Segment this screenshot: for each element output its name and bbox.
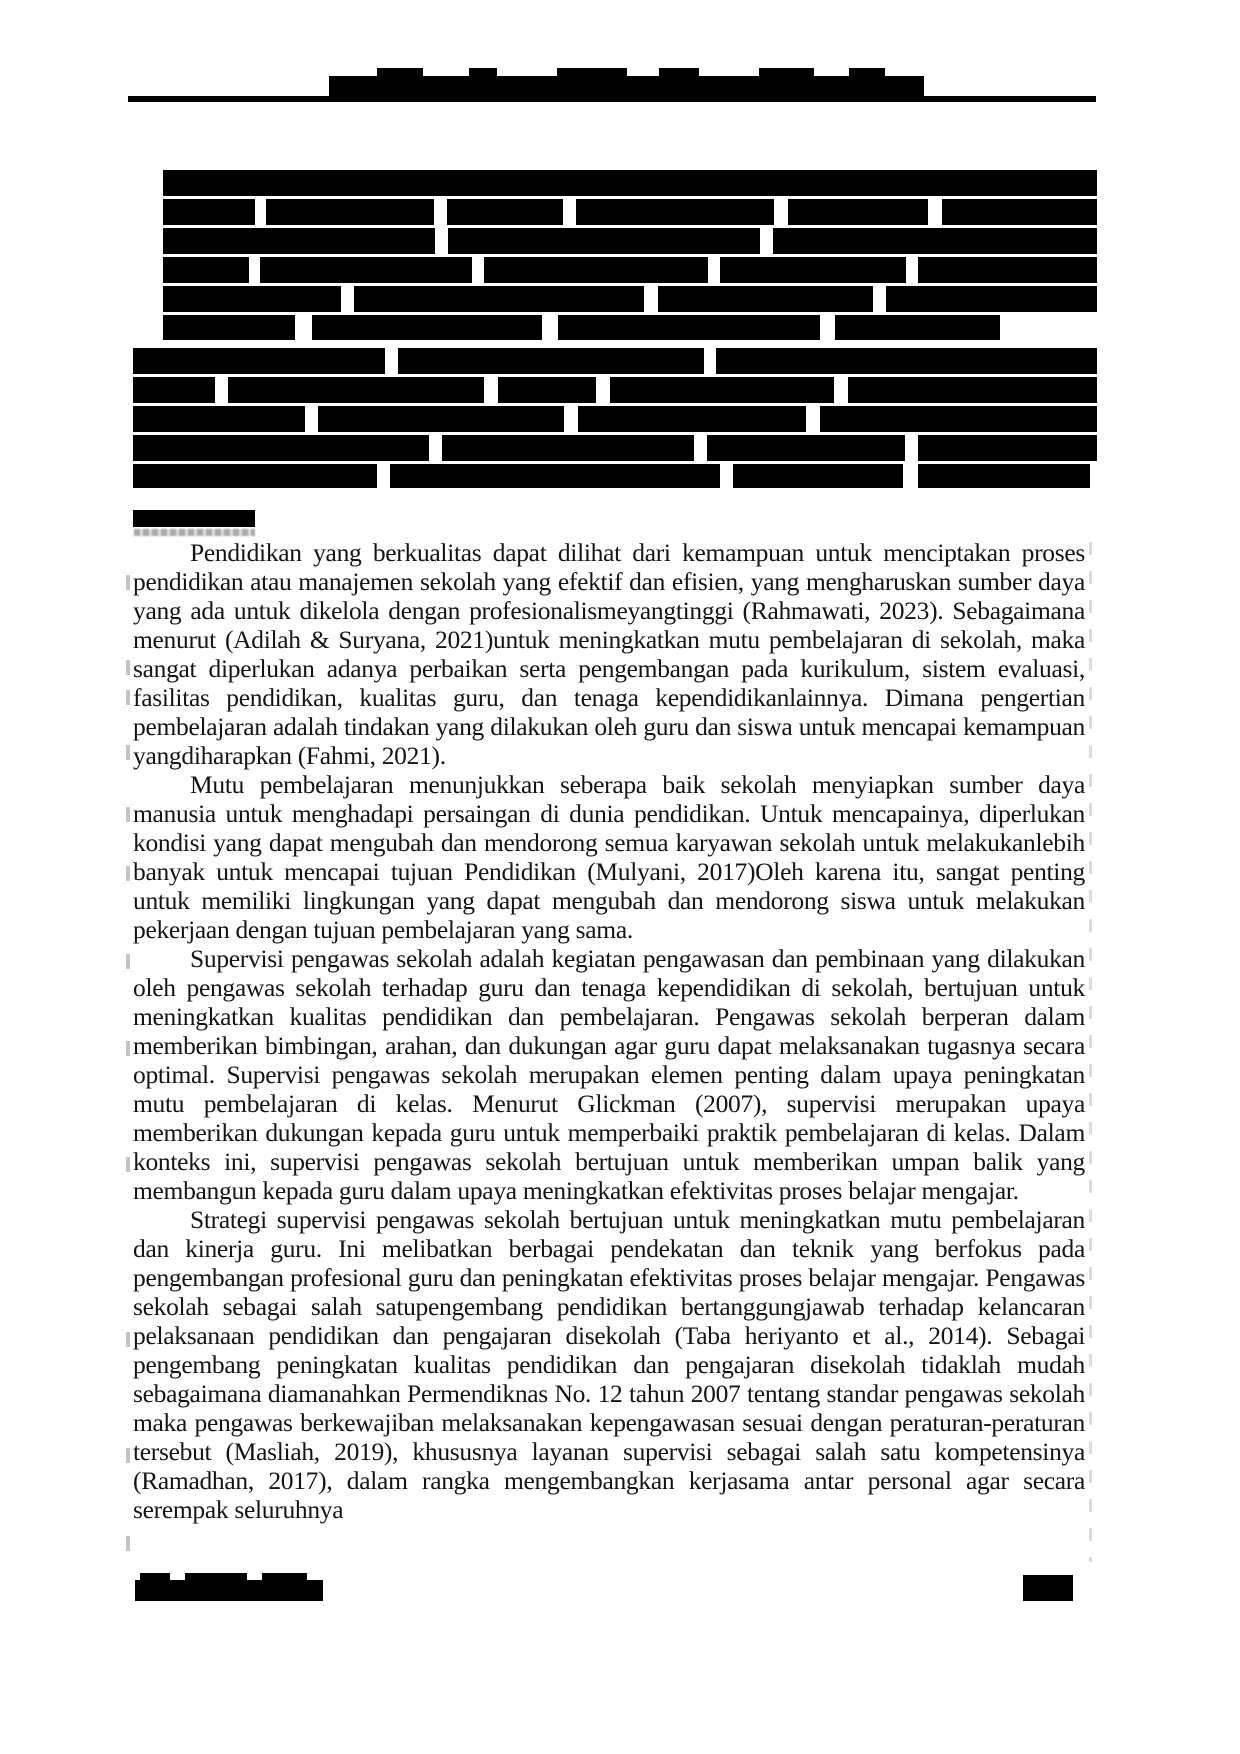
redacted-line xyxy=(163,286,341,312)
redacted-line xyxy=(266,199,434,225)
redacted-line xyxy=(442,435,694,461)
redaction-bump xyxy=(185,1573,247,1581)
article-body xyxy=(133,538,1085,1524)
redacted-line xyxy=(390,464,720,488)
redacted-line xyxy=(848,377,1097,403)
redacted-line xyxy=(484,257,708,283)
redacted-line xyxy=(788,199,928,225)
section-heading-ghost-text xyxy=(134,529,255,536)
journal-header-redacted xyxy=(329,76,924,97)
scan-tick xyxy=(126,1332,130,1347)
scan-tick xyxy=(126,745,130,760)
scan-tick xyxy=(126,807,130,822)
redacted-line xyxy=(228,377,484,403)
paragraph-introduction-3: Supervisi pengawas sekolah adalah kegiatan pengawasan dan pembinaan yang dilakukan oleh pengawas sekolah terhadap guru dan tenaga kependidikan di sekolah, bertujuan untuk meningkatkan kualitas pendidikan dan pembelajaran. Pengawas sekolah berperan dalam memberikan bimbingan, arahan, dan dukungan agar guru dapat melaksanakan tugasnya secara optimal. Supervisi pengawas sekolah merupakan elemen penting dalam upaya peningkatan mutu pembelajaran di kelas. Menurut Glickman (2007), supervisi merupakan upaya memberikan dukungan kepada guru untuk memperbaiki praktik pembelajaran di kelas. Dalam konteks ini, supervisi pengawas sekolah bertujuan untuk memberikan umpan balik yang membangun kepada guru dalam upaya meningkatkan efektivitas proses belajar mengajar. xyxy=(133,944,1085,1205)
redaction-bump xyxy=(377,68,423,77)
scan-tick xyxy=(126,1157,130,1172)
redacted-line xyxy=(578,406,806,432)
redacted-line xyxy=(312,315,542,340)
redacted-line xyxy=(163,170,1097,196)
redacted-line xyxy=(318,406,564,432)
redacted-line xyxy=(720,257,906,283)
redacted-line xyxy=(260,257,472,283)
footer-journal-name-redacted xyxy=(135,1580,323,1601)
page-number-redacted xyxy=(1023,1575,1073,1601)
redaction-bump xyxy=(659,68,699,77)
redacted-line xyxy=(163,228,435,254)
redacted-line xyxy=(354,286,644,312)
paragraph-introduction-2: Mutu pembelajaran menunjukkan seberapa baik sekolah menyiapkan sumber daya manusia untuk menghadapi persaingan di dunia pendidikan. Untuk mencapainya, diperlukan kondisi yang dapat mengubah dan mendorong semua karyawan sekolah untuk melakukanlebih banyak untuk mencapai tujuan Pendidikan (Mulyani, 2017)Oleh karena itu, sangat penting untuk memiliki lingkungan yang dapat mengubah dan mendorong siswa untuk melakukan pekerjaan dengan tujuan pembelajaran yang sama. xyxy=(133,770,1085,944)
redaction-bump xyxy=(849,68,885,77)
redaction-bump xyxy=(262,1573,307,1581)
scan-tick xyxy=(126,954,130,969)
redacted-line xyxy=(498,377,596,403)
redacted-line xyxy=(886,286,1097,312)
redaction-bump xyxy=(759,68,814,77)
redacted-line xyxy=(163,315,295,340)
scan-tick xyxy=(126,1041,130,1056)
redacted-line xyxy=(610,377,834,403)
redacted-line xyxy=(447,199,563,225)
redacted-line xyxy=(733,464,903,488)
redaction-bump xyxy=(557,68,627,77)
redacted-line xyxy=(133,435,429,461)
redacted-line xyxy=(163,199,255,225)
redacted-line xyxy=(576,199,774,225)
redaction-bump xyxy=(140,1573,170,1581)
redacted-line xyxy=(716,348,1097,374)
scan-tick xyxy=(126,1536,130,1551)
redacted-line xyxy=(942,199,1097,225)
paragraph-introduction-1: Pendidikan yang berkualitas dapat dilihat dari kemampuan untuk menciptakan proses pendidikan atau manajemen sekolah yang efektif dan efisien, yang mengharuskan sumber daya yang ada untuk dikelola dengan profesionalismeyangtinggi (Rahmawati, 2023). Sebagaimana menurut (Adilah & Suryana, 2021)untuk meningkatkan mutu pembelajaran di sekolah, maka sangat diperlukan adanya perbaikan serta pengembangan pada kurikulum, sistem evaluasi, fasilitas pendidikan, kualitas guru, dan tenaga kependidikanlainnya. Dimana pengertian pembelajaran adalah tindakan yang dilakukan oleh guru dan siswa untuk mencapai kemampuan yangdiharapkan (Fahmi, 2021). xyxy=(133,538,1085,770)
header-rule xyxy=(128,96,1096,102)
redacted-line xyxy=(773,228,1097,254)
paragraph-introduction-4: Strategi supervisi pengawas sekolah bertujuan untuk meningkatkan mutu pembelajaran dan kinerja guru. Ini melibatkan berbagai pendekatan dan teknik yang berfokus pada pengembangan profesional guru dan peningkatan efektivitas proses belajar mengajar. Pengawas sekolah sebagai salah satupengembang pendidikan bertanggungjawab terhadap kelancaran pelaksanaan pendidikan dan pengajaran disekolah (Taba heriyanto et al., 2014). Sebagai pengembang peningkatan kualitas pendidikan dan pengajaran disekolah tidaklah mudah sebagaimana diamanahkan Permendiknas No. 12 tahun 2007 tentang standar pengawas sekolah maka pengawas berkewajiban melaksanakan kepengawasan sesuai dengan peraturan-peraturan tersebut (Masliah, 2019), khususnya layanan supervisi sebagai salah satu kompetensinya (Ramadhan, 2017), dalam rangka mengembangkan kerjasama antar personal agar secara serempak seluruhnya xyxy=(133,1205,1085,1524)
scan-tick xyxy=(126,660,130,675)
scan-tick xyxy=(126,866,130,881)
scan-tick xyxy=(126,690,130,705)
redacted-line xyxy=(558,315,820,340)
section-heading-redacted xyxy=(133,510,255,527)
redacted-line xyxy=(398,348,704,374)
redacted-line xyxy=(163,257,249,283)
redacted-line xyxy=(133,406,305,432)
scan-tick xyxy=(126,575,130,590)
redacted-line xyxy=(133,377,215,403)
scan-artifact-right-margin xyxy=(1089,542,1092,1562)
redacted-line xyxy=(133,464,377,488)
redacted-line xyxy=(820,406,1097,432)
redacted-line xyxy=(918,464,1090,488)
redacted-line xyxy=(658,286,873,312)
redacted-line xyxy=(918,435,1097,461)
redacted-line xyxy=(133,348,385,374)
redacted-line xyxy=(918,257,1097,283)
scan-tick xyxy=(126,1448,130,1463)
redacted-line xyxy=(707,435,905,461)
redacted-line xyxy=(448,228,760,254)
redacted-line xyxy=(835,315,1000,340)
redaction-bump xyxy=(469,68,497,77)
